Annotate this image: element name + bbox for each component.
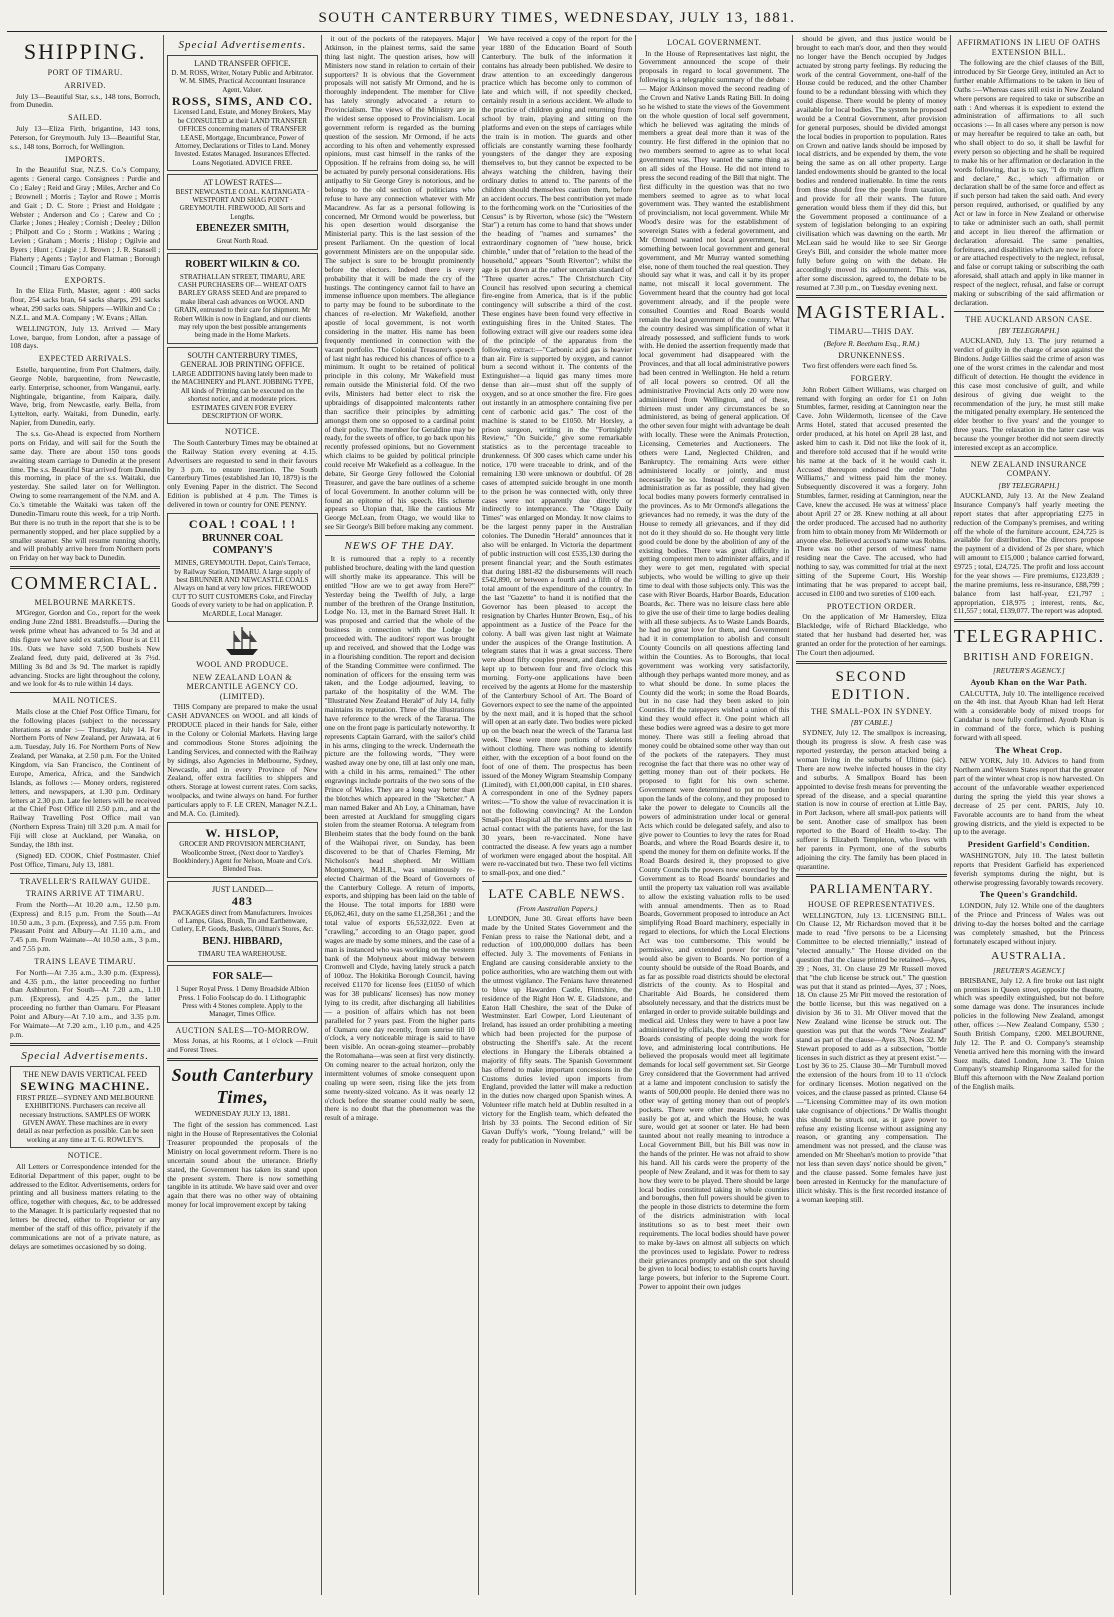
coal-heading: AT LOWEST RATES— [203, 178, 282, 188]
wool-heading: WOOL AND PRODUCE. [196, 660, 289, 669]
queen-text: LONDON, July 12. While one of the daughters of the Prince and Princess of Wales was out driving to-day the horses bolted and the carriage was completely smashed, but the Princess fortunately escaped without injury. [953, 901, 1104, 946]
hislop-firm: W. HISLOP, [205, 825, 280, 840]
drunkenness-text: Two first offenders were each fined 5s. [802, 361, 918, 371]
australia-text: BRISBANE, July 12. A fire broke out last night on premises in Queen street, opposite the theatre, which was speedily extinguished, but not before some damage was done. The insurances include policies in the following New Zealand, amongst other, offices :—New Zealand Company, £530 ; South British Company, £200. MELBOURNE, July 12. The P. and O. Company's steamship Venetia arrived here this morning with the inward Suez mails, dated London, June 3. The Union Company's steamship Ringarooma sailed for the Bluff this afternoon with the New Zealand portion of the English mails. [953, 975, 1104, 1092]
affirmations-heading: AFFIRMATIONS IN LIEU OF OATHS EXTENSION BILL. [957, 38, 1101, 57]
wheat-text: NEW YORK, July 10. Advices to hand from Northern and Western States report that the greater part of the winter wheat crop is now harvested. On account of the unfavorable weather experienced during the spring the yield this year shows a decrease of 25 per cent. PARIS, July 10. Favorable accounts are to hand from the wheat growing districts, and the yield is expected to be up to the average. [953, 756, 1104, 837]
nzl-heading: NEW ZEALAND LOAN & MERCANTILE AGENCY CO. (LIMITED). [186, 672, 299, 701]
house-heading: HOUSE OF REPRESENTATIVES. [807, 900, 936, 909]
leave-text: For North—At 7.35 a.m., 3.30 p.m. (Express), and 4.35 p.m., the latter proceeding no further than Ashburton. For South—At 7.20 a.m., 1.10 p.m. (Express), and 4.25 p.m., the latter proceeding no further than Oamaru. For Pleasant Point and Albury—At 7.10 a.m., and 3.35 p.m. For Waimate—At 7.20 a.m., 1.10 p.m., and 4.25 p.m. [10, 967, 161, 1039]
exports-text: In the Eliza Firth, Master, agent : 400 sacks flour, 254 sacks bran, 64 sacks sharps, 291 sacks wheat, 290 sacks oats. Shippers —Wilkin and Co ; N.Z.L. and M.A. Company ; W. Evans ; Allan. [10, 286, 161, 322]
leave-heading: TRAINS LEAVE TIMARU. [34, 957, 136, 967]
coal2-heading: COAL ! COAL ! ! [188, 516, 296, 531]
sale-heading: FOR SALE— [212, 971, 273, 983]
sale-text: 1 Super Royal Press. 1 Demy Broadside Albion Press. 1 Folio Foolscap do do. 1 Lithographic Press with 4 Stones complete. Apply to the Manager, Times Office. [175, 985, 310, 1019]
shipping-heading: SHIPPING. [23, 39, 147, 64]
wilkin-ad [167, 253, 317, 344]
cable-heading: LATE CABLE NEWS. [488, 886, 626, 902]
imports-heading: IMPORTS. [65, 154, 106, 164]
brunner-coal-ad [167, 513, 317, 622]
davis-title: SEWING MACHINE. [20, 1079, 150, 1094]
parliamentary-heading: PARLIAMENTARY. [809, 881, 934, 897]
column-1 [7, 35, 164, 1595]
ship-icon [222, 625, 262, 657]
smith-address: Great North Road. [216, 237, 269, 246]
british-foreign-heading: BRITISH AND FOREIGN. [963, 651, 1095, 663]
insurance-heading: NEW ZEALAND INSURANCE COMPANY. [970, 459, 1087, 479]
newspaper-page [7, 7, 1107, 1603]
land-heading: LAND TRANSFER OFFICE. [194, 59, 291, 69]
protection-text: On the application of Mr Hamersley, Eliza Blackledge, wife of Richard Blackledge, who stated that her husband had deserted her, was granted an order for the protection of her earnings. The Court then adjourned. [796, 612, 947, 657]
auction-text: Moss Jonas, at his Rooms, at 1 o'clock —Fruit and Forest Trees. [167, 1036, 318, 1055]
special-ads-heading: Special Advertisements. [178, 39, 307, 51]
special-ads-heading: Special Advertisements. [21, 1049, 150, 1062]
wheat-heading: The Wheat Crop. [995, 745, 1063, 755]
notice-text: All Letters or Correspondence intended for the Editorial Department of this paper, ought to be addressed to the Editor. Advertisements, orders for printing and all business matters relating to the office, together with cheques, &c, to be addressed to the Manager. It is particularly requested that no letters be directed, either to Proprietor or any member of the staff of this office, privately if the communications are not of a private nature, as delays are sometimes occasioned by so doing. [10, 1161, 161, 1251]
exports-heading: EXPORTS. [64, 275, 106, 285]
ayoub-text: CALCUTTA, July 10. The intelligence received on the 4th inst. that Ayoub Khan had left Herat with a considerable body of mixed troops for Candahar is now fully confirmed. Ayoub Khan is in command of the force, which is pushing forward with all speed. [953, 688, 1104, 742]
magisterial-heading: MAGISTERIAL. [796, 302, 947, 323]
wilkin-text: STRATHALLAN STREET, TIMARU, ARE CASH PURCHASERS OF— WHEAT OATS BARLEY GRASS SEED And are prepared to make liberal cash advances on WOOL AND GRAIN, entrusted to their care for shipment. Mr Robert Wilkin is now in England, and our clients may rely upon the best possible arrangements being made in the Home Markets. [173, 272, 311, 340]
divider [10, 566, 160, 569]
davis-heading: THE NEW DAVIS VERTICAL FEED [23, 1069, 147, 1079]
print-heading: SOUTH CANTERBURY TIMES, GENERAL JOB PRINTING OFFICE. [180, 350, 305, 370]
news-heading: NEWS OF THE DAY. [344, 540, 455, 552]
ross-text: Licensed Land, Estate, and Money Brokers, May be CONSULTED at their LAND TRANSFER OFFICES concerning matters of TRANSFER LEASE, Mortgage, Encumbrance, Power of Attorney, Declarations or Titles to Land. Money Invested. Estates Managed. Insurances Effected. Loans Negotiated. ADVICE FREE. [173, 108, 312, 167]
magisterial-subheading: TIMARU—THIS DAY. [829, 326, 914, 336]
coal2-text: MINES, GREYMOUTH. Depot, Cain's Terrace, by Railway Station, TIMARU. A large supply of best BRUNNER AND NEWCASTLE COALS Always on hand at very low prices. FIREWOOD CUT TO SUIT CUSTOMERS Coke, and Fireclay Goods of every variety to be had on application. P. McARDLE, Local Manager. [171, 559, 314, 618]
news-continued: We have received a copy of the report for the year 1880 of the Education Board of South Canterbury. The bulk of the information it contains has already been published. We desire to draw attention to an exceedingly dangerous practice which has become only to common of late and which will, if not speedily checked, certainly result in a serious accident. We allude to the practice of children going and returning from school by train, playing and sitting on the platforms and even on the steps of carriages while the train is in motion. The guards and other officials are constantly warning these foolhardy youngsters of the danger they are exposing themselves to, but they cannot be expected to be always watching the children, having their ordinary duties to attend to. The parents of the children should themselves caution them, before an accident occurs. The best contribution yet made to the forthcoming work on the "Curiosities of the Census" is by Riverton, whose (sic) the "Western Star") a return has come to hand that shows under the heading of "names and surnames" the extraordinary cognomen of "new house, brick chimble," under that of "relation to the head of the household," appears "South Riverton"; whilst the age is put down at the rather uncertain standard of "Three quarter acres." The Christchurch City Council has resolved upon securing a chemical fire-engine from America, that is if the public contingency will subscribe a third of the cost. These engines have been found very effective in extinguishing fires in the United States. The following extract will give our readers some idea of the principle of the apparatus from the following extract:—"Carbonic acid gas is heavier than air. Fire is supported by oxygen, and cannot burn a second without it. The contents of the Extinguisher—a liquid gas many times more dense than air—must shut off the supply of oxygen, and so at once smother the fire. Fire goes out instantly in an atmosphere containing five per cent of carbonic acid gas." The cost of the machine is stated to be £1050. Mr Horsley, a prison surgeon, writing in the "Fortnightly Review," "On Suicide," give some remarkable statistics as to the percentage traceable to drunkenness. Of 300 cases which came under his notice, 170 were traceable to drink, and of the remaining 130 were unknown or doubtful. Of 28 cases of attempted suicide brought in one month to the prison he was connected with, only three cases were not apparently due directly or indirectly to intemperance. The "Otago Daily Times" was enlarged on Monday. It now claims to be the largest penny paper in the Australian colonies. The Dunedin "Herald" announces that it also will be enlarged. In Victoria the department of public instruction will cost £535,130 during the present financial year; and the South estimates that during 1881-82 the disbursements will reach £542,890, or between a fourth and a fifth of the total amount of the expenditure of the country. In the last "Gazette" to hand it is notified that the Governor has been pleased to accept the resignation by Charles Hunter Brown, Esq., of his appointment as a Justice of the Peace for the colony. A ball was given last night at Waimate under the auspices of the Orange Institution. A telegram states that it was a great success. There were about fifty couples present, and dancing was kept up to between four and five o'clock this morning. Forty-one applications have been received by the agents at Home for the mastership of the Canterbury School of Art. The Board of Governors expect to see the name of the appointed by the next mail, and it is hoped that the school will open at an early date. Two bodies were picked up on the beach near the wreck of the Tararua last week. These were more portions of skeletons without clothing. There was nothing to identify either, with the exception of a boot found on the foot of one of them. The prospectus has been issued of the Money Wigram Steamship Company (Limited), with £1,000,000 capital, in £10 shares. A correspondent in one of the Sydney papers writes:—"To show the value of revaccination it is not the following convincing? At the London Small-pox Hospital all the servants and nurses in actual contact with the patients have, for the last 30 years, been re-vaccinated. None have contracted the disease. A few years ago a number of workmen were engaged about the hospital. All were re-vaccinated but two. These two fell victims to small-pox, and one died." [481, 35, 633, 878]
auction-heading: AUCTION SALES—TO-MORROW. [175, 1025, 310, 1035]
land-names: D. M. ROSS, Writer, Notary Public and Arbitrator. W. M. SIMS, Practical Accountant Insurance Agent, Valuer. [171, 68, 314, 94]
notice-heading: NOTICE. [225, 427, 260, 437]
column-6 [793, 35, 950, 1595]
arrived-text: July 13—Beautiful Star, s.s., 148 tons, Borroch, from Dunedin. [10, 91, 161, 110]
local-gov-text: In the House of Representatives last night, the Government announced the scope of their proposals in regard to local government. The following is a telegraphic summary of the debate :— Major Atkinson moved the second reading of the Crown and Native Lands Rating Bill. In doing so he wished to state the views of the Government on the whole question of local self government, which he believed was agitating the minds of members a great deal more than it was of the country. He first differed in the opinion that no two members seemed to agree as to what local government was. They wanted the same thing as on all sides of the House. He did not intend to press the second reading of the Bill that night. The first difficulty in the question was that no two members seemed to agree as to what local government was. They wanted the establishment of provincialism, not local government. While Mr Wood's desire was for the establishment of sovereign States with a federal government, and Mr Ormond wanted not local government, but something between local government and general government, and Mr Murray wanted something else, none of them touched the real question. They should say what it was, and call it by its proper name, not miscall it local government. The Government heard that the country had got local government already, and if the people were consulted Counties and Road Boards would remain the local government of the country. What the country desired was simplification of what it already possessed, and sufficient funds to work with. He denied the assertion frequently made that local government had disappeared with the Provinces, and that all local administrative powers had been centred in Wellington. He held a return of all local powers so centred. Of all the administrative Provincial Acts only 20 were now administered from Wellington, and of these, thirteen must under any circumstances be so administered, as being of general application. Of the other seven four might with advantage be dealt with locally. These were the Animals Protection, Licensing, Cemeteries and Auctioneers. The others were Land, Neglected Children, and Bankruptcy. The remaining Acts were either administered locally or jointly, and must necessarily be so. Instead of centralising the administration as far as possible, they had given local bodies many powers formerly centralised in the provinces. As to Mr Ormond's allegations the grievances had no remedy, it was the duty of the House to remedy all grievances, and if they did not do it they should do so. He thought very little good could be done by the abolition of any of the existing bodies. There was great difficulty in getting competent men to administer affairs, and if they were to get men, regulated with special subjects, who would be willing to give up their time to deal with those subjects only. This was the case with River Boards, Harbor Boards, Education Boards, &c. There was no leisure class here able to give the use of their time to large bodies dealing with all these subjects. As to Waste Lands Boards, he had no great love for them, and Government had it in contemplation to abolish and consult County Councils on all questions affecting land within the Counties. As to Boroughs, that local government was working very satisfactorily, although they perhaps wanted more money, and as to what should be done. In some places the County did the work; in some the Road Boards, but in no case had they been asked to join Counties. If the ratepayers wished a union of this kind they would effect it. One point which all these bodies were agreed was a desire to get more money. There was still a feeling abroad that money could be obtained some other way than out of the pockets of the ratepayers. They must recognise the fact that there was no other way of getting money than out of their pockets. He proposed to fight for his own scheme. Government were determined to put no burden upon the lands of the colony, and they proposed to take the power to delegate to Councils all the powers of administration under local or general Acts which could be delegated safely, and also to give power to Counties to levy the rates for Road Boards, and where the Road Boards desire it, to spend the money for them on definite works. If the Road Boards desired it, they proposed to give County Councils the powers now exercised by the Government as to Road Boards' boundaries and until the property tax valuation roll was available to allow the existing valuation rolls to be used with annual amendments. Then as to Road Boards, Government proposed to introduce an Act simplifying Road Board machinery, especially in regard to elections, for which the Local Elections Act was too cumbersome. This would be permissive, and extended power for merging would also be given to Boards. No portion of a county should be outside of the Road Boards, and as far as possible road districts should be electoral districts of the county. As to Hospital and Charitable Aid Boards, he considered them absolutely necessary, and that the districts must be enlarged in order to provide suitable buildings and medical aid. Unless they were to have a poor law administered by officials, they would require these Boards consisting of people doing the work for love, and administering local contributions. He believed the proposals would meet all legitimate demands for local self government set. Sir George Grey considered that the Government had arrived at a lame and impotent conclusion to satisfy the wants of 500,000 people. He denied there was no other way of getting money than out of people's pockets. There were other means which could easily be got at, and which the House, he was sure, would get at sooner or later. He had been taunted about not really meaning to introduce a Local Government Bill, but his Bill was now in the hands of the printer. He was not afraid to show his hand. All his cards were the property of the people of New Zealand, and it was for them to say how they were to be played. There should be large local bodies constituted taking in whole counties and boroughs, then full powers should be given to the people in those districts to determine the form of the districts administration with local institutions so as to best meet their own requirements. The local bodies should have power to make by-laws on almost all subjects on which the provinces used to legislate. Power to redress their grievances promptly and on the spot should be given to local bodies; to establish courts having large powers, but inferior to the Supreme Court. Power to appoint their own judges [639, 48, 790, 1292]
divider [482, 881, 632, 882]
column-7 [951, 35, 1107, 1595]
arrive-heading: TRAINS ARRIVE AT TIMARU. [25, 889, 145, 899]
forgery-heading: FORGERY. [850, 374, 893, 384]
divider [796, 661, 946, 664]
insurance-text: AUCKLAND, July 13. At the New Zealand Insurance Company's half yearly meeting the report states that after appropriating £275 in reduction of the Company's premises, and writing off the whole of the furniture account, £24,725 is available for distribution. The directors propose the payment of a dividend of 2s per share, which will amount to £15,000 ; balance carried forward, £9725 ; total, £24,725. The profit and loss account for the year shows — Fire premiums, £123,839 ; the marine premiums, less re-insurance, £88,799 ; balance from last half-year, £21,797 ; appropriation, £18,975 ; interest, rents, &c, £11,557 ; total, £139,077. The report was adopted. [953, 491, 1104, 616]
imports-text: In the Beautiful Star, N.Z.S. Co.'s Company, agents : General cargo. Consignees : Purdie and Co ; Ealey ; Reid and Gray ; Miles, Archer and Co ; Brownell ; Morris ; Taylor and Rowe ; Morris and Gait ; D. C. Store ; Priest and Holdgate ; Webster ; Anderson and Co ; Carew and Co ; Clarke ; Jones ; Healey ; Cornish ; Deeley ; Dillon ; Philpott and Co ; Storm ; Watkins ; Waring ; Levien ; Graham ; Morris ; Hislop ; Ogilvie and Byers ; Hunt ; Craigie ; J. Brown ; J. R. Stansell ; Flaherty ; Agents ; Taylor and Flatman ; Borough Council ; Timaru Gas Company. [10, 165, 161, 272]
editorial-continued: it out of the pockets of the ratepayers. Major Atkinson, in the plainest terms, said the same thing last night. The question arises, how will Ministers now stand in relation to certain of their supporters? It is obvious that the Government proposals will not satisfy Mr Ormond, and he is thoroughly independent. The member for Clive has lately strongly advocated a return to Provincialism. The views of the Ministry are in the widest sense opposed to Provincialism. Local government reform is regarded as the burning question of the session. Mr Ormond, if he acts according to his often and vehemently expressed opinions, must cast himself in the ranks of the Opposition. If he refrains from doing so, he will be actuated by purely personal considerations. His antipathy to Sir George Grey is notorious, and he belongs to the old section of politicians who refuse to have any connection whatever with Mr Macandrew. As far as a personal following is concerned, Mr Ormond would be powerless, but his open desertion would disorganise the Ministerial party. This is the last session of the present Parliament. On the question of local government Ministers are on the unpopular side. The subject is sure to be brought prominently before the electors. Indeed there is every probability that it will be made the cry of the hustings. The contingency cannot fail to have an immense influence upon members. The allegiance to party may be found to be subordinate to the chances of re-election. Mr Wakefield, another apostle of local government, is not worth considering in the matter. His name has been frequently mentioned in connection with the vacant portfolio. The Colonial Treasurer's speech of last night has reduced his chances of office to a minimum. It ought to be retained of political principle in this colony, Mr Wakefield must remain outside the Ministerial fold. Of the two evils, Ministers had better elect to risk the upbraidings of disappointed malcontents rather than sacrifice their principles by admitting amongst them one so opposed to a cardinal point of their policy. The member for Geraldine may be ready, for the sweets of office, to go back upon his recently professed opinions, but no Government which claims to be guided by political principle could receive Mr Wakefield as a colleague. In the debate, Sir George Grey followed the Colonial Treasurer, and gave the bare outlines of a scheme of local Government. In another column will be found an epitome of his speech. His scheme appears so Utopian that, like the cautious Mr George McLean, from Otago, we would like to see Sir George's Bill before making any comment. [324, 35, 475, 532]
column-4 [479, 35, 636, 1595]
port-heading: PORT OF TIMARU. [47, 68, 123, 78]
arrive-text: From the North—At 10.20 a.m., 12.50 p.m. (Express) and 8.15 p.m. From the South—At 10.50 a.m., 3 p.m. (Express), and 7.55 p.m. From Pleasant Point and Albury—At 11.10 a.m., and 7.45 p.m. From Waimate—At 10.50 a.m., 3 p.m., and 7.55 p.m. [10, 899, 161, 954]
mail-text: Mails close at the Chief Post Office Timaru, for the following places (subject to the necessary alterations as under :— Thursday, July 14. For Northern Ports of New Zealand, per Arawata, at 6 a.m. Tuesday, July 16. For Northern Ports of New Zealand, per Wanaka, at 2.50 p.m. For the United Kingdom, via San Francisco, the Continent of Europe, America, Africa, and the Sandwich Islands, as follows :— Money orders, registered letters, and newspapers, at 1.30 p.m. Ordinary letters at 2.30 p.m. Late fee letters will be received at the Chief Post Office till 2.50 p.m., and at the Railway Travelling Post Office mail van (Northern Express Train) till 3.20 p.m. A mail for Fiji will close at Auckland, per Wanaka, on Sunday, the 18th inst. [10, 706, 161, 849]
smallpox-heading: THE SMALL-POX IN SYDNEY. [810, 706, 933, 716]
notice-text: The South Canterbury Times may be obtained at the Railway Station every evening at 4.15. Advertisers are requested to send in their favours by 3 p.m. to ensure insertion. The South Canterbury Times (established Jan 10, 1879) is the only Evening Paper in the district. The Second Edition is published at 4 p.m. The Times is delivered in town or country for ONE PENNY. [167, 437, 318, 509]
hislop-ad [167, 822, 317, 878]
divider [954, 311, 1104, 312]
arson-text: AUCKLAND, July 13. The jury returned a verdict of guilty in the charge of arson against the Bindons. Judge Gillies said the crime of arson was one of the worst crimes in the calendar and most difficult of detection. He thought the evidence in this case most conclusive of guilt, and while desirous of giving due weight to the recommendation of the jury, he must still make the mitigated penalty exemplary. He sentenced the elder brother to five years' and the younger to three years. The relaxation in the latter case was because the younger brother did not seem directly interested except as an accomplice. [953, 336, 1104, 452]
forgery-text: John Robert Gilbert Williams, was charged on remand with forging an order for £1 on John Stumbles, farmer, residing at Cannington near the Cave. John Wildermoth, licensee of the Cave Arms Hotel, stated that accused presented the order produced, at his hotel on April 28 last, and asked him to cash it. Did not like the look of it, and therefore told accused that if he would write his name at the back of it he would cash it. Accused thereupon endorsed the order "John Williams," and witness paid him the money. Subsequently discovered it was a forgery. John Stumbles, farmer, residing at Cannington, near the Cave, knew the accused. He was at witness' place about April 27 or 28. Knew nothing at all about the order produced. The accused had no authority from him to obtain money from Mr Wildermoth or anyone else. Believed accused's name was Robins. There was no other person of witness' name residing near the Cave. The accused, who had nothing to say, was committed for trial at the next sitting of the Supreme Court, His Worship intimating that he was prepared to accept bail, accused in £100 and two sureties of £100 each. [796, 384, 947, 598]
ayoub-heading: Ayoub Khan on the War Path. [970, 678, 1088, 688]
reuter-tag: [REUTER'S AGENCY.] [992, 665, 1065, 675]
sailed-heading: SAILED. [68, 113, 103, 123]
telegraph-tag: [BY TELEGRAPH.] [998, 480, 1060, 490]
railway-heading: TRAVELLER'S RAILWAY GUIDE. [19, 876, 151, 886]
hislop-text: GROCER AND PROVISION MERCHANT, Woollcombe Street, (Next door to Yardley's Bookbindery.) Agent for Nelson, Moate and Co's. Blended Teas. [172, 840, 312, 874]
divider [10, 873, 160, 874]
coal-ad [167, 174, 317, 250]
hibbard-sub: TIMARU TEA WAREHOUSE. [197, 949, 287, 958]
markets-heading: MELBOURNE MARKETS. [34, 597, 136, 607]
column-5 [636, 35, 793, 1595]
expected-text: Estelle, barquentine, from Port Chalmers, daily. George Noble, barquentine, from Newcastle, early. Enterprise, schooner, from Wanganui, early. Nightingale, brigantine, from Kaipara, daily. Wave, brig, from Newcastle, early. Bella, from Lyttelton, early. Waitaki, from Dunedin, early. Napier, from Dunedin, early. [10, 364, 161, 428]
divider [167, 1058, 317, 1061]
cable-tag: [BY CABLE.] [850, 718, 893, 728]
reuter-tag: [REUTER'S AGENCY.] [992, 965, 1065, 975]
divider [796, 295, 946, 298]
commercial-heading: COMMERCIAL. [10, 573, 160, 594]
divider [325, 535, 475, 536]
mail-signed: (Signed) ED. COOK, Chief Postmaster. Chief Post Office, Timaru, July 13, 1881. [10, 850, 161, 869]
local-gov-heading: LOCAL GOVERNMENT. [667, 38, 762, 47]
landed-number: 483 [231, 894, 253, 909]
coal-text: BEST NEWCASTLE COAL. KAITANGATA · WESTPORT AND SHAG POINT · GREYMOUTH. FIREWOOD, All Sorts and Lengths. [175, 187, 310, 221]
for-sale-ad [167, 965, 317, 1023]
drunkenness-heading: DRUNKENNESS. [838, 350, 905, 360]
telegraphic-heading: TELEGRAPHIC. [953, 626, 1106, 647]
nameplate-date: WEDNESDAY JULY 13, 1881. [194, 1109, 291, 1119]
landed-text: PACKAGES direct from Manufacturers. Invoices of Lamps, Glass, Brush, Tin and Earthenware, Cutlery, E.P. Goods, Baskets, Oilman's Stores, &c. [171, 908, 314, 934]
arson-heading: THE AUCKLAND ARSON CASE. [965, 314, 1093, 324]
coal2-firm: BRUNNER COAL COMPANY'S [202, 533, 283, 557]
landed-heading: JUST LANDED— [211, 884, 273, 894]
cable-subheading: (From Australian Papers.) [516, 903, 598, 913]
garfield-heading: President Garfield's Condition. [967, 840, 1090, 850]
queen-heading: The Queen's Grandchild. [979, 890, 1078, 900]
hibbard-name: BENJ. HIBBARD, [202, 935, 283, 947]
expected-heading: EXPECTED ARRIVALS. [38, 354, 132, 364]
davis-text: FIRST PRIZE—SYDNEY AND MELBOURNE EXHIBITIONS. Purchasers can receive all necessary Instructions. SAMPLES OF WORK GIVEN AWAY. These machines are in every detail as near perfection as possible. Can be seen working at any time at T. G. ROWLEY'S. [16, 1093, 154, 1144]
divider [10, 692, 160, 693]
wellington-text: WELLINGTON, July 13. Arrived — Mary Lowe, barque, from London, after a passage of 108 days. [10, 323, 161, 351]
sailed-text: July 13—Eliza Firth, brigantine, 143 tons, Peterson, for Greymouth. July 13—Beautiful Star, s.s., 148 tons, Borroch, for Wellington. [10, 123, 161, 151]
nzl-text: THIS Company are prepared to make the usual CASH ADVANCES on WOOL and all kinds of PRODUCE placed in their hands for Sale, either in the Colony or Colonial Markets. Having large and commodious Stone Stores adjoining the Landing Services, and connected with the Railway by sidings, also Agencies in Melbourne, Sydney, Newcastle, and in every Province of New Zealand, offer extra facilities to shippers and others. Storage at lowest current rates. Corn sacks, woolpacks, and twine always on hand. For further particulars apply to F. LE CREN, Manager N.Z.L. and M.A. Co. (Limited). [167, 702, 318, 818]
local-gov-continued: should be given, and thus justice would be brought to each man's door, and then they would no longer have the Bench occupied by Judges actuated by strong party feelings. By reducing the work of the central Government, one-half of the House could be reduced, and the other Chamber found to be a redundant blessing with which they could dispense. There would be plenty of money available for local bodies. The system he proposed would be a Central Government, after provision for general purposes, should be divided amongst the local bodies in proportion to population. Rates on Crown and native lands should be imposed by local districts, and be expended by them, the vote being the same as on all other property. Large landed endowments should be granted to the local bodies and rendered inalienable. In time the rents from these should free the people from taxation, and provide for all their wants. The future generation would bless them if they did this, but the Government proposed a continuance of a system of legislation belonging to an expiring civilisation which was dawning on the earth. Mr McLean said he would like to see Sir George Grey's Bill, and consider the whole matter more fully before going on with the debate. He accordingly moved its adjournment. This was, after some discussion, agreed to, the debate to be resumed at 7.30 p.m., on Tuesday evening next. [796, 35, 947, 292]
mail-heading: MAIL NOTICES. [52, 696, 118, 706]
divider [954, 456, 1104, 457]
nameplate: South Canterbury Times, [171, 1065, 314, 1107]
smith-name: EBENEZER SMITH, [196, 223, 289, 235]
wilkin-firm: ROBERT WILKIN & CO. [185, 258, 300, 270]
column-2 [164, 35, 321, 1595]
ross-firm: ROSS, SIMS, AND CO. [171, 93, 313, 108]
columns [7, 35, 1107, 1595]
australia-heading: AUSTRALIA. [991, 950, 1067, 963]
telegraph-tag: [BY TELEGRAPH.] [998, 326, 1060, 336]
parliamentary-text: WELLINGTON, July 13. LICENSING BILL. On Clause 12, Mr Richardson moved that it be made to read "five persons to be a Licensing Committee to be elected triennially," instead of "elected annually." The House divided on the question that the clause printed be retained—Ayes, 39 ; Noes, 31. On clause 29 Mr Russell moved that "the club license be struck out." The question was put that it stand as printed—Ayes, 37 ; Noes, 18. On clause 25 Mr Pitt moved the restoration of the bottle license, but this was negatived on a division by 36 to 31. Mr Oliver moved that the New Zealand wine license be struck out. The question was put that the words "New Zealand" stand as part of the clause—Ayes 33, Noes 32. Mr Stewart proposed to add as a subsection, "bottle licenses in such district as they at present exist."—Lost by 36 to 25. Clause 30—Mr Turnbull moved the extension of the hours from 10 to 11 o'clock for ordinary licenses. Motion negatived on the voices, and the clause passed as printed. Clause 64—"Licensing Committee may of its own motion take cognisance of objections." Dr Wallis thought this should be struck out, as it gave power to refuse any existing license without assigning any reason, or granting any compensation. The amendment was not pressed, and the clause was amended on Mr Sheehan's motion to provide "that not less than seven days' notice should be given," and the clause passed. Some females have just been arrested in Kentucky for the manufacture of illicit whisky. This is the first recorded instance of a woman keeping still. [796, 910, 947, 1204]
landed-ad [167, 881, 317, 963]
notice-heading: NOTICE. [67, 1151, 103, 1161]
column-3 [322, 35, 479, 1595]
land-transfer-ad [167, 55, 317, 171]
second-edition-heading: SECOND EDITION. [831, 668, 912, 703]
divider [10, 1043, 160, 1046]
sewing-machine-ad [10, 1066, 160, 1148]
arrived-heading: ARRIVED. [64, 80, 106, 90]
cable-text: LONDON, June 30. Great efforts have been made by the United States Government and the Fenian press to raise the National debt, and a reduction of 100,000,000 dollars has been effected. July 3. The movements of Fenians in England are causing considerable anxiety to the police authorities, who are watching them out with the utmost vigilance. The Fenians have threatened to blow up Hawarden Castle, Flintshire, the residence of the Right Hon W. E. Gladstone, and Eaton Hall Cheshire, the seat of the Duke of Westminster. Earl Cowper, Lord Lieutenant of Ireland, has issued an order prohibiting a meeting which had been projected for the purpose of obstructing the Sheriff's sale. At the recent elections in Hungary the Liberals obtained a majority of fifty seats. The Spanish Government has offered to make important concessions in the Customs duties levied upon imports from England, provided the latter will make a reduction in the duties now charged upon Spanish wines. A Volunteer rifle match held at Dublin resulted in a victory for the English team, which defeated the Irish by 33 points. The Second edition of Sir Gavan Duffy's work, "Young Ireland," will be ready for publication in November. [481, 913, 633, 1145]
news-text: It is rumoured that a reply to a recently published brochure, dealing with the land question will shortly make its appearance. This will be entitled "How are we to get away from Here?" Yesterday being the Twelfth of July, a large number of the brethren of the Orange Institution, Lodge No. 13, met in the Barnard Street Hall. It was proposed and carried that the whole of the business in connection with the Lodge be proceeded with. The auditors' report was brought up and received, and showed that the Lodge was in a flourishing condition. The report and decision of the Standing Committee were confirmed. The nomination of officers for the ensuing term was taken, and the Lodge adjourned, leaving, to partake of the hospitality of the W.M. The "Illustrated New Zealand Herald" of July 14, fully maintains its reputation. Three of the illustrations have reference to the wreck of the Tararua. The one on the front page is particularly noteworthy. It represents Captain Garrard, with the sailor's child in his arms, clinging to the wreck. Underneath the picture are the following words, "They were washed away one by one, till at last only one man, with a child in his arms, remained." The other engravings include portraits of the two sons of the Prince of Wales. They are a long way better than the blotches which appeared in the "Sketcher." A man named Baker and Ah Loy, a Chinaman, have been arrested at Auckland for smuggling cigars stolen from the steamer Rotorua. A telegram from Blenheim states that the body found on the bank of the Waihopai river, on Sunday, has been discovered to be that of Charles Fleming, Mr Nicholson's head shepherd. Mr William Montgomery, M.H.R., was unanimously re-elected Chairman of the Board of Governors of the Canterbury College. A return of imports, exports, and shipping has been laid on the table of the House. The total imports for 1880 were £6,062,461, duty on the same £1,258,361 ; and the total value of exports £6,532,022. Even at "crawling," according to an Otago paper, good wages are made by some miners, and the case of a man is instanced who was working on the western bank of the Molyneux about midway between Cromwell and Clyde, having lately struck a patch of 100oz. The Hokitika Borough Council, having received £1170 for license fees (£1050 of which was for 38 publicans' licenses) has now money lying to its credit, after discharging all liabilities — a position of affairs which has not been paralleled for 7 years past. From the higher parts of Oamaru one day recently, from sunrise till 10 o'clock, a very noticeable mirage is said to have been visible. An ocean-going steamer—probably the Rotomahana—was seen at first very distinctly. On coming nearer to the actual horizon, only the intermittent volumes of smoke consequent upon coaling up were seen, rising like the jets from some twenty-sized volcano. As it was nearly 12 o'clock before the steamer could really be seen, there is no doubt that the phenomenon was the result of a mirage. [324, 554, 475, 1123]
protection-heading: PROTECTION ORDER. [826, 601, 917, 611]
magisterial-byline: (Before R. Beetham Esq., R.M.) [823, 338, 920, 348]
editorial-text: The fight of the session has commenced. Last night in the House of Representatives the Colonial Treasurer propounded the proposals of the Ministry on local government reform. There is no uncertain sound about the utterance. Briefly stated, the Government has taken its stand upon the present system. There is now something tangible in its attitude. We have said over and over again that there was no other way of obtaining money for local improvement except by taking [167, 1120, 318, 1210]
markets-text: M'Gregor, Gordon and Co., report for the week ending June 22nd 1881. Breadstuffs.—During the week prime wheat has advanced to 5s 3d and at this figure we have sold ex station. Flour is at £11 10s. Oats we have sold 7,500 bushels New Zealand feed, duty paid, delivered at 3s 7½d. Milling 3s 8d and 3s 9d. The market is rapidly advancing. Stocks are light throughout the colony, and we look for 4s to rule within 14 days. [10, 608, 161, 689]
masthead: SOUTH CANTERBURY TIMES, WEDNESDAY, JULY 13, 1881. [7, 7, 1107, 32]
shipping-notes: The s.s. Go-Ahead is expected from Northern ports on Friday, and will sail for the South the same day. There are about 150 tons goods awaiting steam carriage to Dunedin at the present time. The s.s. Beautiful Star arrived from Dunedin this morning, in place of the s.s. Waitaki, due yesterday. She sailed later on for Wellington. Owing to some rearrangement of the N.M. and A. Co.'s timetable the Waitaki was taken off the Dunedin-Timaru route this week, for a trip North. But there is no truth in the report that she is to be permanently stopped, and her place supplied by a smaller steamer. She will resume running shortly, and will probably arrive here from Northern ports on Friday on her way back to Dunedin. [10, 429, 161, 563]
divider [796, 874, 946, 877]
print-text: LARGE ADDITIONS having lately been made to the MACHINERY and PLANT. JOBBING TYPE, All kinds of Printing can be executed on the shortest notice, and at moderate prices. ESTIMATES GIVEN FOR EVERY DESCRIPTION OF WORK. [171, 369, 314, 420]
garfield-text: WASHINGTON, July 10. The latest bulletin reports that President Garfield has experienced feverish symptoms during the night, but is otherwise progressing favorably towards recovery. [953, 850, 1104, 887]
affirmations-text: The following are the chief clauses of the Bill, introduced by Sir George Grey, intituled an Act to further enable Affirmations to be taken in lieu of Oaths :—Whereas cases still exist in New Zealand where persons are required to take or subscribe an oath : And whereas it is expedient to extend the administration of affirmations to all such occasions :— In all cases where any person is now or may hereafter be required to take an oath, but who shall object to do so, it shall be lawful for every person so objecting and he shall be required to make his or her affirmation or declaration in the words following, that is to say, "I do truly affirm and declare," &c., which affirmation or declaration shall be of the same force and effect as if such person had taken the said oath. And every person required, authorised, or qualified by any Act or law in force in New Zealand or otherwise to take or administer such an oath, shall permit and accept in lieu thereof the affirmation or declaration aforesaid. The same penalties, forfeitures, and disabilities which are now in force or are attached respectively to the neglect, refusal, and false or corrupt taking or subscribing the oath aforesaid, shall attach and apply in like manner in respect of the neglect, refusal, and false or corrupt making or subscribing of the said affirmation or declaration. [953, 58, 1104, 307]
divider [954, 619, 1104, 622]
smallpox-text: SYDNEY, July 12. The smallpox is increasing, though its progress is slow. A fresh case was reported yesterday, the person attacked being a woman living in the suburbs of Ultimo (sic). There are now twelve infected houses in the city and suburbs. A Smallpox Board has been appointed to devise fresh means for preventing the spread of the disease, and a special quarantine station is now in course of erection at Little Bay, in Port Jackson, where all small-pox patients will be sent. Another case of smallpox has been reported to the Board of Health to-day. The sufferer is Elizabeth Templeton, who lives with her parents in Pyrmont, one of the suburbs adjoining the city. The family has been placed in quarantine. [796, 728, 947, 871]
printing-ad [167, 347, 317, 425]
